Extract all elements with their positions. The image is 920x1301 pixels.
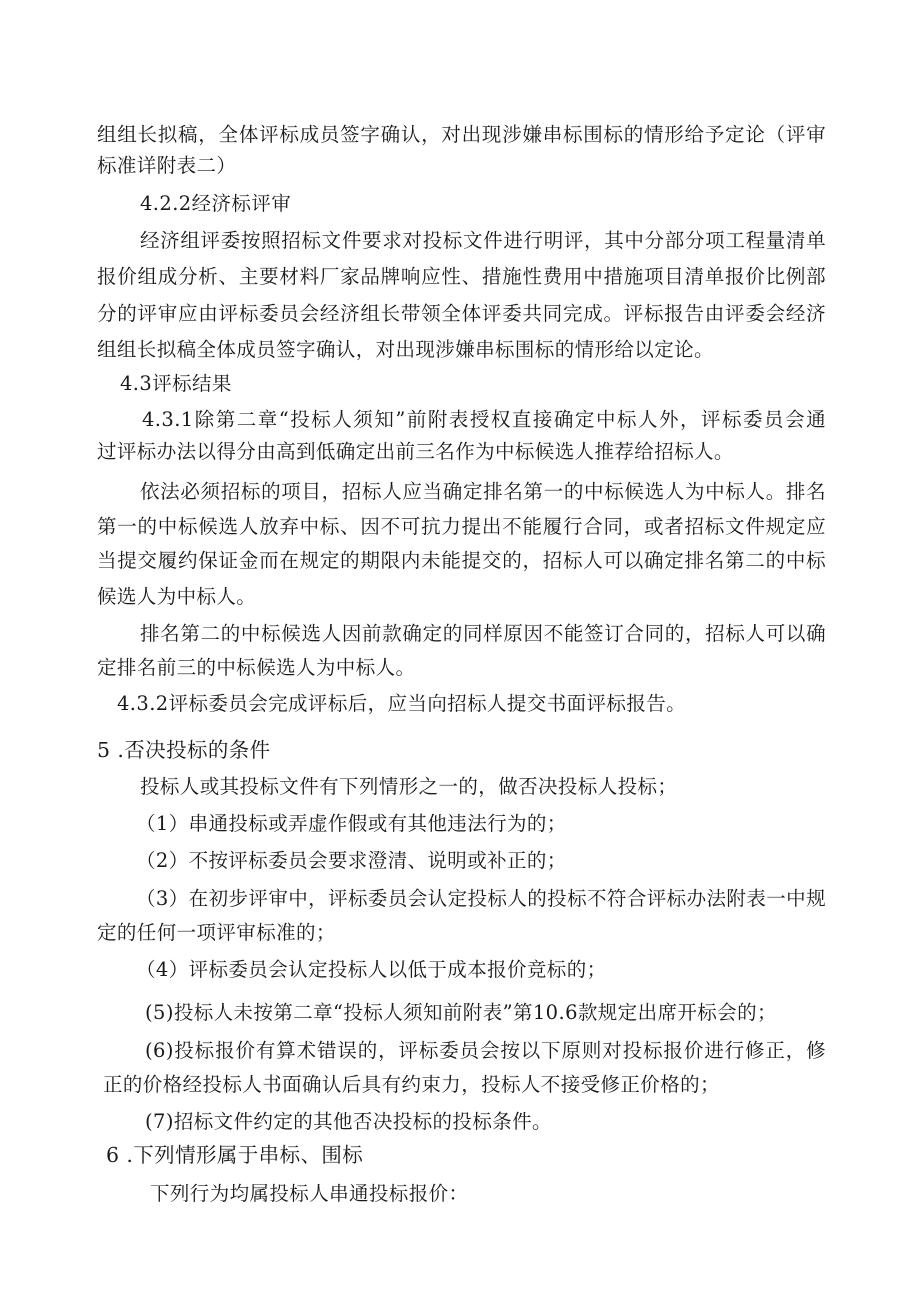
paragraph-line: 过评标办法以得分由高到低确定出前三名作为中标候选人推荐给招标人。 <box>97 440 734 463</box>
paragraph-line: 分的评审应由评标委员会经济组长带领全体评委共同完成。评标报告由评委会经济 <box>97 302 826 325</box>
section-heading-6: 6 .下列情形属于串标、围标 <box>106 1143 364 1167</box>
list-item: （2）不按评标委员会要求澄清、说明或补正的； <box>136 849 567 872</box>
paragraph-line: 依法必须招标的项目，招标人应当确定排名第一的中标候选人为中标人。排名 <box>140 480 826 503</box>
list-item: (5)投标人未按第二章“投标人须知前附表”第10.6款规定出席开标会的； <box>145 1001 777 1024</box>
list-item: (7)招标文件约定的其他否决投标的投标条件。 <box>145 1110 552 1133</box>
paragraph-line: 第一的中标候选人放弃中标、因不可抗力提出不能履行合同，或者招标文件规定应 <box>97 515 826 538</box>
paragraph-line: 4.3.2评标委员会完成评标后，应当向招标人提交书面评标报告。 <box>117 692 687 715</box>
paragraph-line: 下列行为均属投标人串通投标报价： <box>150 1182 469 1205</box>
paragraph-line: 组组长拟稿全体成员签字确认，对出现涉嫌串标围标的情形给以定论。 <box>97 338 714 361</box>
paragraph-line: 投标人或其投标文件有下列情形之一的，做否决投标人投标； <box>140 775 678 798</box>
paragraph-line: 排名第二的中标候选人因前款确定的同样原因不能签订合同的，招标人可以确 <box>140 622 826 645</box>
paragraph-line: 组组长拟稿，全体评标成员签字确认，对出现涉嫌串标围标的情形给予定论（评审 <box>97 123 826 146</box>
section-heading-4-3: 4.3评标结果 <box>120 372 232 395</box>
list-item: （3）在初步评审中，评标委员会认定投标人的投标不符合评标办法附表一中规 <box>136 887 826 910</box>
paragraph-line: 报价组成分析、主要材料厂家品牌响应性、措施性费用中措施项目清单报价比例部 <box>97 265 826 288</box>
list-item: （4）评标委员会认定投标人以低于成本报价竞标的； <box>136 958 607 981</box>
list-item: (6)投标报价有算术错误的，评标委员会按以下原则对投标报价进行修正，修 <box>145 1039 826 1062</box>
paragraph-line: 经济组评委按照招标文件要求对投标文件进行明评，其中分部分项工程量清单 <box>140 229 826 252</box>
paragraph-line: 当提交履约保证金而在规定的期限内未能提交的，招标人可以确定排名第二的中标 <box>97 549 826 572</box>
paragraph-line: 定排名前三的中标候选人为中标人。 <box>97 656 416 679</box>
list-item-continuation: 正的价格经投标人书面确认后具有约束力，投标人不接受修正价格的； <box>103 1073 720 1096</box>
paragraph-line: 候选人为中标人。 <box>97 585 257 608</box>
list-item-continuation: 定的任何一项评审标准的； <box>97 921 336 944</box>
list-item: （1）串通投标或弄虚作假或有其他违法行为的； <box>136 812 567 835</box>
paragraph-line: 4.3.1除第二章“投标人须知”前附表授权直接确定中标人外，评标委员会通 <box>142 408 826 431</box>
section-heading-4-2-2: 4.2.2经济标评审 <box>140 192 292 215</box>
paragraph-line: 标准详附表二） <box>97 154 237 177</box>
section-heading-5: 5 .否决投标的条件 <box>97 738 271 762</box>
